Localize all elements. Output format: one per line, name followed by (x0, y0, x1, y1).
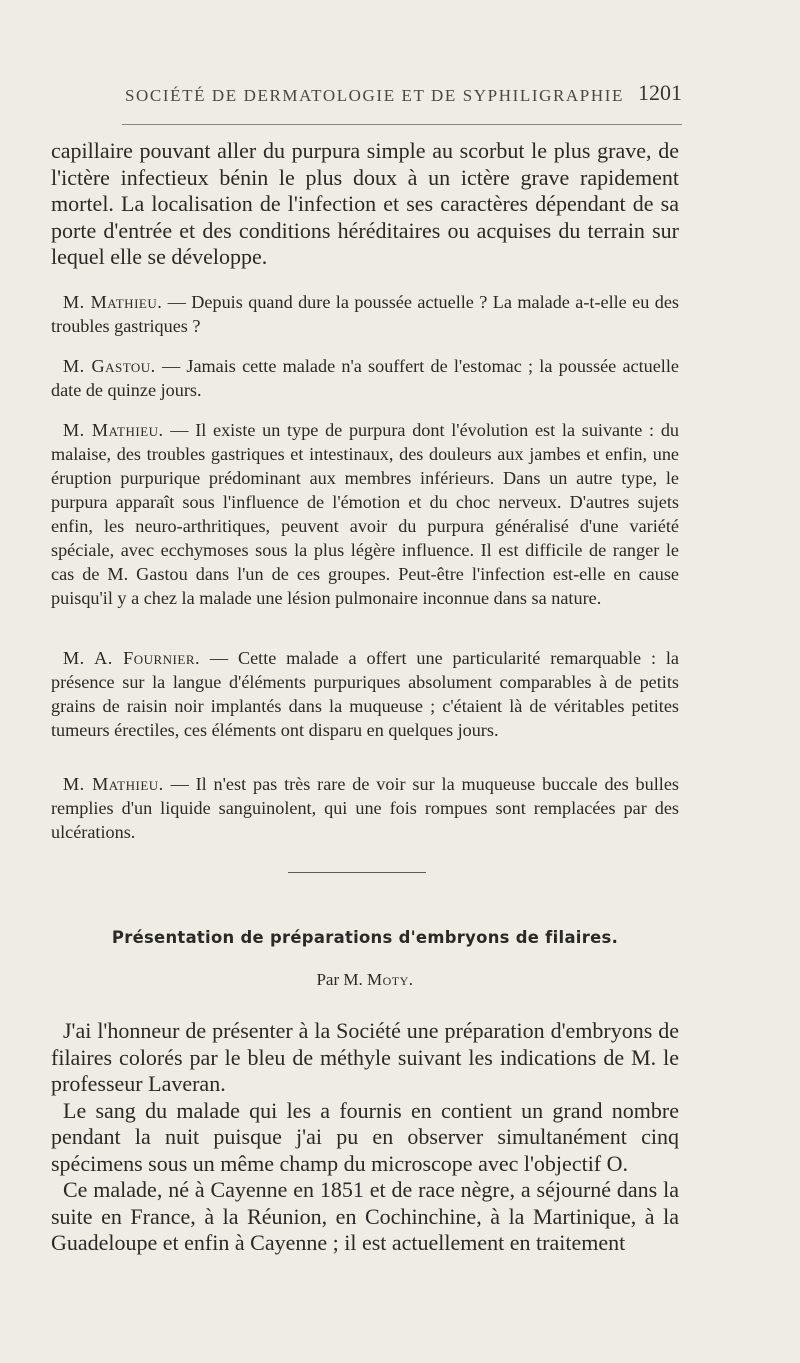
speaker-remark: — Il existe un type de purpura dont l'évolution est la suivante : du malaise, des troubles gastriques et intestinaux, des douleurs aux jambes et enfin, une éruption purpurique prédominant aux membres inférieurs. Dans un autre type, le purpura apparaît sous l'influence de l'émotion et du choc nerveux. D'autres sujets enfin, les neuro-arthritiques, peuvent avoir du purpura généralisé d'une variété spéciale, avec ecchymoses sous la plus légère influence. Il est difficile de ranger le cas de M. Gastou dans l'un de ces groupes. Peut-être l'infection est-elle en cause puisqu'il y a chez la malade une lésion pulmonaire inconnue dans sa nature. (51, 420, 680, 608)
speaker-name: M. A. Fournier. (63, 648, 201, 668)
speaker-name: M. Gastou. (63, 356, 156, 376)
discussion-5 (51, 772, 679, 844)
running-head (52, 86, 682, 106)
article-byline (51, 970, 679, 990)
byline-author: Moty. (367, 970, 414, 989)
byline-prefix: Par M. (316, 970, 367, 989)
article-title: Présentation de préparations d'embryons de filaires. (111, 928, 619, 947)
speaker-remark: — Jamais cette malade n'a souffert de l'estomac ; la poussée actuelle date de quinze jours. (51, 356, 679, 400)
discussion-1 (51, 290, 679, 338)
speaker-remark: — Cette malade a offert une particularité remarquable : la présence sur la langue d'éléments purpuriques absolument comparables à de petits grains de raisin noir implantés dans la muqueuse ; c'étaient là de véritables petites tumeurs érectiles, ces éléments ont disparu en quelques jours. (51, 648, 679, 740)
speaker-name: M. Mathieu. (63, 774, 164, 794)
article-paragraph: J'ai l'honneur de présenter à la Société une préparation d'embryons de filaires colorés par le bleu de méthyle suivant les indications de M. le professeur Laveran. (51, 1018, 679, 1096)
intro-paragraph-block (51, 138, 679, 271)
article-paragraph: Ce malade, né à Cayenne en 1851 et de race nègre, a séjourné dans la suite en France, à la Réunion, en Cochinchine, à la Martinique, à la Guadeloupe et enfin à Cayenne ; il est actuellement en traitement (51, 1177, 679, 1255)
article-paragraph: Le sang du malade qui les a fournis en contient un grand nombre pendant la nuit puisque j'ai pu en observer simultanément cinq spécimens sous un même champ du microscope avec l'objectif O. (51, 1097, 679, 1176)
speaker-name: M. Mathieu. (63, 420, 164, 440)
intro-paragraph: capillaire pouvant aller du purpura simple au scorbut le plus grave, de l'ictère infectieux bénin le plus doux à un ictère grave rapidement mortel. La localisation de l'infection et ses caractères dépendant de sa porte d'entrée et des conditions héréditaires ou acquises du terrain sur lequel elle se développe. (51, 138, 679, 269)
article-body (51, 1018, 679, 1257)
discussion-4 (51, 646, 679, 742)
discussion-3 (51, 418, 679, 610)
discussion-2 (51, 354, 679, 402)
speaker-name: M. Mathieu. (63, 292, 163, 312)
page-number: 1201 (638, 80, 682, 105)
section-separator (288, 872, 426, 873)
speaker-remark: — Depuis quand dure la poussée actuelle ? La malade a-t-elle eu des troubles gastriques ? (51, 292, 679, 336)
speaker-remark: — Il n'est pas très rare de voir sur la muqueuse buccale des bulles remplies d'un liquide sanguinolent, qui une fois rompues sont remplacées par des ulcérations. (51, 774, 679, 842)
header-rule (122, 124, 682, 125)
running-head-text: SOCIÉTÉ DE DERMATOLOGIE ET DE SYPHILIGRAPHIE (124, 86, 624, 105)
